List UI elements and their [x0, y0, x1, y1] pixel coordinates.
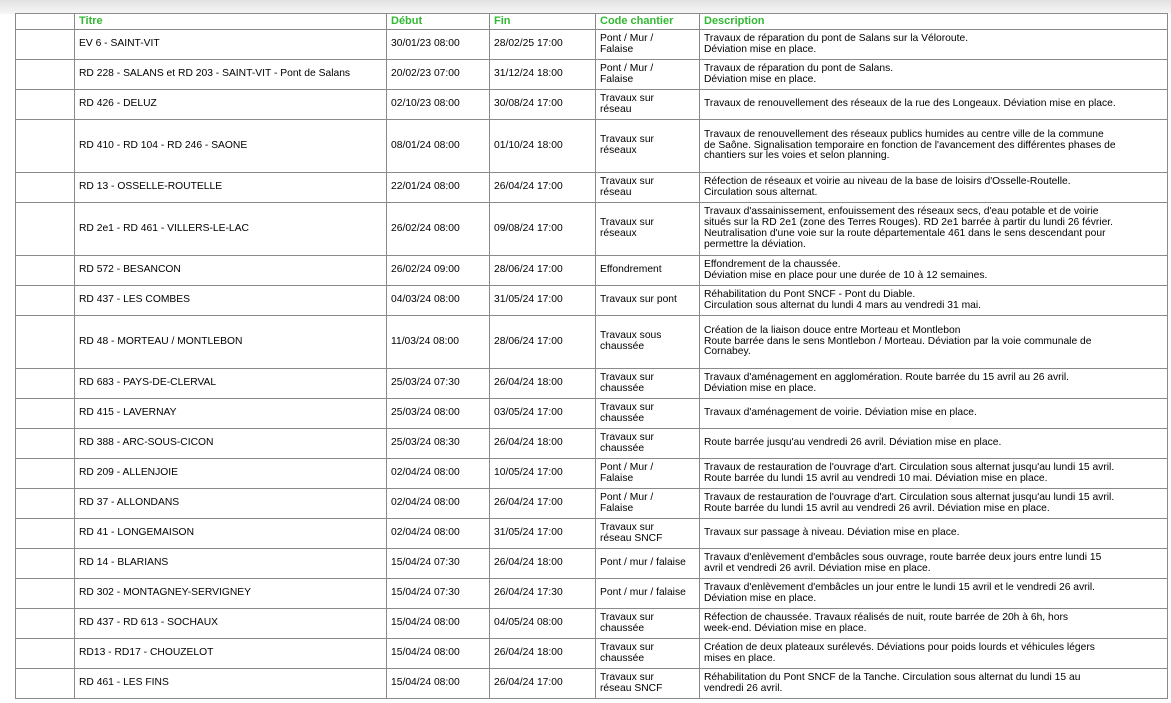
table-row[interactable]	[16, 579, 1168, 609]
row-select-cell	[16, 60, 75, 90]
cell-titre: RD 461 - LES FINS	[75, 669, 387, 699]
cell-fin: 28/06/24 17:00	[490, 256, 596, 286]
cell-description: Travaux de réparation du pont de Salans sur la Véloroute. Déviation mise en place.	[700, 30, 1168, 60]
cell-description: Travaux de restauration de l'ouvrage d'art. Circulation sous alternat jusqu'au lundi 15 avril. Route barrée du lundi 15 avril au vendredi 26 avril. Déviation mise en place.	[700, 489, 1168, 519]
row-select-cell	[16, 286, 75, 316]
cell-debut: 20/02/23 07:00	[387, 60, 490, 90]
cell-titre: RD13 - RD17 - CHOUZELOT	[75, 639, 387, 669]
cell-titre: RD 415 - LAVERNAY	[75, 399, 387, 429]
cell-titre: RD 14 - BLARIANS	[75, 549, 387, 579]
header-description[interactable]: Description	[700, 14, 1168, 30]
cell-code: Travaux sur réseaux	[596, 203, 700, 256]
cell-titre: EV 6 - SAINT-VIT	[75, 30, 387, 60]
cell-debut: 15/04/24 07:30	[387, 549, 490, 579]
cell-debut: 15/04/24 08:00	[387, 669, 490, 699]
row-select-cell	[16, 489, 75, 519]
cell-fin: 26/04/24 17:30	[490, 579, 596, 609]
row-select-cell	[16, 639, 75, 669]
row-select-cell	[16, 519, 75, 549]
table-row[interactable]	[16, 399, 1168, 429]
cell-titre: RD 683 - PAYS-DE-CLERVAL	[75, 369, 387, 399]
table-row[interactable]	[16, 316, 1168, 369]
cell-titre: RD 426 - DELUZ	[75, 90, 387, 120]
row-select-cell	[16, 203, 75, 256]
row-select-cell	[16, 669, 75, 699]
cell-code: Travaux sur pont	[596, 286, 700, 316]
cell-code: Travaux sur réseau SNCF	[596, 519, 700, 549]
cell-debut: 02/10/23 08:00	[387, 90, 490, 120]
row-select-cell	[16, 609, 75, 639]
table-row[interactable]	[16, 639, 1168, 669]
table-row[interactable]	[16, 609, 1168, 639]
cell-fin: 26/04/24 17:00	[490, 173, 596, 203]
table-row[interactable]	[16, 30, 1168, 60]
cell-debut: 15/04/24 07:30	[387, 579, 490, 609]
table-row[interactable]	[16, 669, 1168, 699]
row-select-cell	[16, 369, 75, 399]
row-select-cell	[16, 459, 75, 489]
header-debut[interactable]: Début	[387, 14, 490, 30]
row-select-cell	[16, 120, 75, 173]
cell-debut: 11/03/24 08:00	[387, 316, 490, 369]
cell-code: Travaux sur chaussée	[596, 609, 700, 639]
row-select-cell	[16, 30, 75, 60]
cell-description: Travaux sur passage à niveau. Déviation mise en place.	[700, 519, 1168, 549]
table-row[interactable]	[16, 369, 1168, 399]
cell-description: Réhabilitation du Pont SNCF de la Tanche. Circulation sous alternat du lundi 15 au vendredi 26 avril.	[700, 669, 1168, 699]
cell-code: Travaux sur réseau	[596, 173, 700, 203]
cell-fin: 31/05/24 17:00	[490, 519, 596, 549]
roadworks-table	[15, 13, 1168, 699]
cell-titre: RD 437 - RD 613 - SOCHAUX	[75, 609, 387, 639]
cell-titre: RD 37 - ALLONDANS	[75, 489, 387, 519]
cell-description: Travaux de renouvellement des réseaux de la rue des Longeaux. Déviation mise en place.	[700, 90, 1168, 120]
cell-description: Réhabilitation du Pont SNCF - Pont du Diable. Circulation sous alternat du lundi 4 mars au vendredi 31 mai.	[700, 286, 1168, 316]
table-row[interactable]	[16, 256, 1168, 286]
cell-description: Travaux de renouvellement des réseaux publics humides au centre ville de la commune de Saône. Signalisation temporaire en fonction de l'avancement des différentes phases de chantiers sur les voies et selon planning.	[700, 120, 1168, 173]
cell-code: Effondrement	[596, 256, 700, 286]
cell-description: Effondrement de la chaussée. Déviation mise en place pour une durée de 10 à 12 semaines.	[700, 256, 1168, 286]
cell-titre: RD 228 - SALANS et RD 203 - SAINT-VIT - Pont de Salans	[75, 60, 387, 90]
cell-description: Route barrée jusqu'au vendredi 26 avril. Déviation mise en place.	[700, 429, 1168, 459]
row-select-cell	[16, 549, 75, 579]
cell-description: Travaux d'aménagement en agglomération. Route barrée du 15 avril au 26 avril. Déviation mise en place.	[700, 369, 1168, 399]
cell-fin: 26/04/24 17:00	[490, 489, 596, 519]
table-row[interactable]	[16, 173, 1168, 203]
cell-code: Pont / Mur / Falaise	[596, 60, 700, 90]
cell-titre: RD 2e1 - RD 461 - VILLERS-LE-LAC	[75, 203, 387, 256]
row-select-cell	[16, 256, 75, 286]
cell-debut: 25/03/24 08:00	[387, 399, 490, 429]
table-row[interactable]	[16, 120, 1168, 173]
cell-titre: RD 41 - LONGEMAISON	[75, 519, 387, 549]
cell-description: Travaux d'enlèvement d'embâcles un jour entre le lundi 15 avril et le vendredi 26 avril. Déviation mise en place.	[700, 579, 1168, 609]
cell-debut: 15/04/24 08:00	[387, 639, 490, 669]
table-row[interactable]	[16, 286, 1168, 316]
cell-debut: 04/03/24 08:00	[387, 286, 490, 316]
cell-fin: 30/08/24 17:00	[490, 90, 596, 120]
row-select-cell	[16, 399, 75, 429]
cell-debut: 26/02/24 08:00	[387, 203, 490, 256]
cell-titre: RD 572 - BESANCON	[75, 256, 387, 286]
table-row[interactable]	[16, 90, 1168, 120]
cell-code: Travaux sur réseau	[596, 90, 700, 120]
table-row[interactable]	[16, 459, 1168, 489]
cell-debut: 25/03/24 08:30	[387, 429, 490, 459]
cell-debut: 02/04/24 08:00	[387, 519, 490, 549]
cell-description: Création de deux plateaux surélevés. Déviations pour poids lourds et véhicules légers mises en place.	[700, 639, 1168, 669]
cell-code: Travaux sur chaussée	[596, 429, 700, 459]
cell-code: Travaux sur chaussée	[596, 639, 700, 669]
table-row[interactable]	[16, 203, 1168, 256]
header-row	[16, 14, 1168, 30]
cell-fin: 31/05/24 17:00	[490, 286, 596, 316]
cell-description: Travaux d'assainissement, enfouissement des réseaux secs, d'eau potable et de voirie situés sur la RD 2e1 (zone des Terres Rouges). RD 2e1 barrée à partir du lundi 26 février. Neutralisation d'une voie sur la route départementale 461 dans le sens descendant pour permettre la déviation.	[700, 203, 1168, 256]
cell-description: Travaux de réparation du pont de Salans. Déviation mise en place.	[700, 60, 1168, 90]
cell-description: Travaux d'aménagement de voirie. Déviation mise en place.	[700, 399, 1168, 429]
cell-description: Réfection de chaussée. Travaux réalisés de nuit, route barrée de 20h à 6h, hors week-end. Déviation mise en place.	[700, 609, 1168, 639]
cell-fin: 28/02/25 17:00	[490, 30, 596, 60]
cell-code: Pont / Mur / Falaise	[596, 489, 700, 519]
header-fin[interactable]: Fin	[490, 14, 596, 30]
row-select-cell	[16, 316, 75, 369]
cell-debut: 02/04/24 08:00	[387, 459, 490, 489]
table-row[interactable]	[16, 549, 1168, 579]
cell-debut: 30/01/23 08:00	[387, 30, 490, 60]
cell-fin: 26/04/24 18:00	[490, 549, 596, 579]
cell-titre: RD 388 - ARC-SOUS-CICON	[75, 429, 387, 459]
row-select-cell	[16, 90, 75, 120]
cell-fin: 09/08/24 17:00	[490, 203, 596, 256]
cell-titre: RD 13 - OSSELLE-ROUTELLE	[75, 173, 387, 203]
cell-fin: 26/04/24 18:00	[490, 639, 596, 669]
cell-code: Pont / Mur / Falaise	[596, 30, 700, 60]
cell-fin: 04/05/24 08:00	[490, 609, 596, 639]
cell-code: Pont / Mur / Falaise	[596, 459, 700, 489]
cell-debut: 22/01/24 08:00	[387, 173, 490, 203]
cell-titre: RD 410 - RD 104 - RD 246 - SAONE	[75, 120, 387, 173]
table-row[interactable]	[16, 519, 1168, 549]
cell-fin: 01/10/24 18:00	[490, 120, 596, 173]
cell-code: Travaux sur réseaux	[596, 120, 700, 173]
cell-fin: 03/05/24 17:00	[490, 399, 596, 429]
cell-code: Travaux sur chaussée	[596, 399, 700, 429]
cell-code: Pont / mur / falaise	[596, 579, 700, 609]
cell-debut: 08/01/24 08:00	[387, 120, 490, 173]
top-bar	[0, 0, 1171, 14]
cell-titre: RD 302 - MONTAGNEY-SERVIGNEY	[75, 579, 387, 609]
cell-code: Pont / mur / falaise	[596, 549, 700, 579]
cell-fin: 26/04/24 18:00	[490, 369, 596, 399]
table-row[interactable]	[16, 429, 1168, 459]
table-row[interactable]	[16, 489, 1168, 519]
cell-fin: 31/12/24 18:00	[490, 60, 596, 90]
cell-debut: 02/04/24 08:00	[387, 489, 490, 519]
table-row[interactable]	[16, 60, 1168, 90]
cell-titre: RD 48 - MORTEAU / MONTLEBON	[75, 316, 387, 369]
cell-code: Travaux sous chaussée	[596, 316, 700, 369]
cell-debut: 26/02/24 09:00	[387, 256, 490, 286]
cell-description: Création de la liaison douce entre Morteau et Montlebon Route barrée dans le sens Montlebon / Morteau. Déviation par la voie communale de Cornabey.	[700, 316, 1168, 369]
cell-fin: 26/04/24 18:00	[490, 429, 596, 459]
header-code[interactable]: Code chantier	[596, 14, 700, 30]
cell-titre: RD 209 - ALLENJOIE	[75, 459, 387, 489]
cell-code: Travaux sur réseau SNCF	[596, 669, 700, 699]
cell-fin: 10/05/24 17:00	[490, 459, 596, 489]
row-select-cell	[16, 429, 75, 459]
table-body	[16, 30, 1168, 699]
header-blank	[16, 14, 75, 30]
cell-description: Travaux d'enlèvement d'embâcles sous ouvrage, route barrée deux jours entre lundi 15 avril et vendredi 26 avril. Déviation mise en place.	[700, 549, 1168, 579]
cell-titre: RD 437 - LES COMBES	[75, 286, 387, 316]
cell-description: Réfection de réseaux et voirie au niveau de la base de loisirs d'Osselle-Routelle. Circulation sous alternat.	[700, 173, 1168, 203]
cell-debut: 25/03/24 07:30	[387, 369, 490, 399]
row-select-cell	[16, 579, 75, 609]
row-select-cell	[16, 173, 75, 203]
cell-code: Travaux sur chaussée	[596, 369, 700, 399]
cell-debut: 15/04/24 08:00	[387, 609, 490, 639]
header-titre[interactable]: Titre	[75, 14, 387, 30]
cell-description: Travaux de restauration de l'ouvrage d'art. Circulation sous alternat jusqu'au lundi 15 avril. Route barrée du lundi 15 avril au vendredi 10 mai. Déviation mise en place.	[700, 459, 1168, 489]
cell-fin: 26/04/24 17:00	[490, 669, 596, 699]
cell-fin: 28/06/24 17:00	[490, 316, 596, 369]
